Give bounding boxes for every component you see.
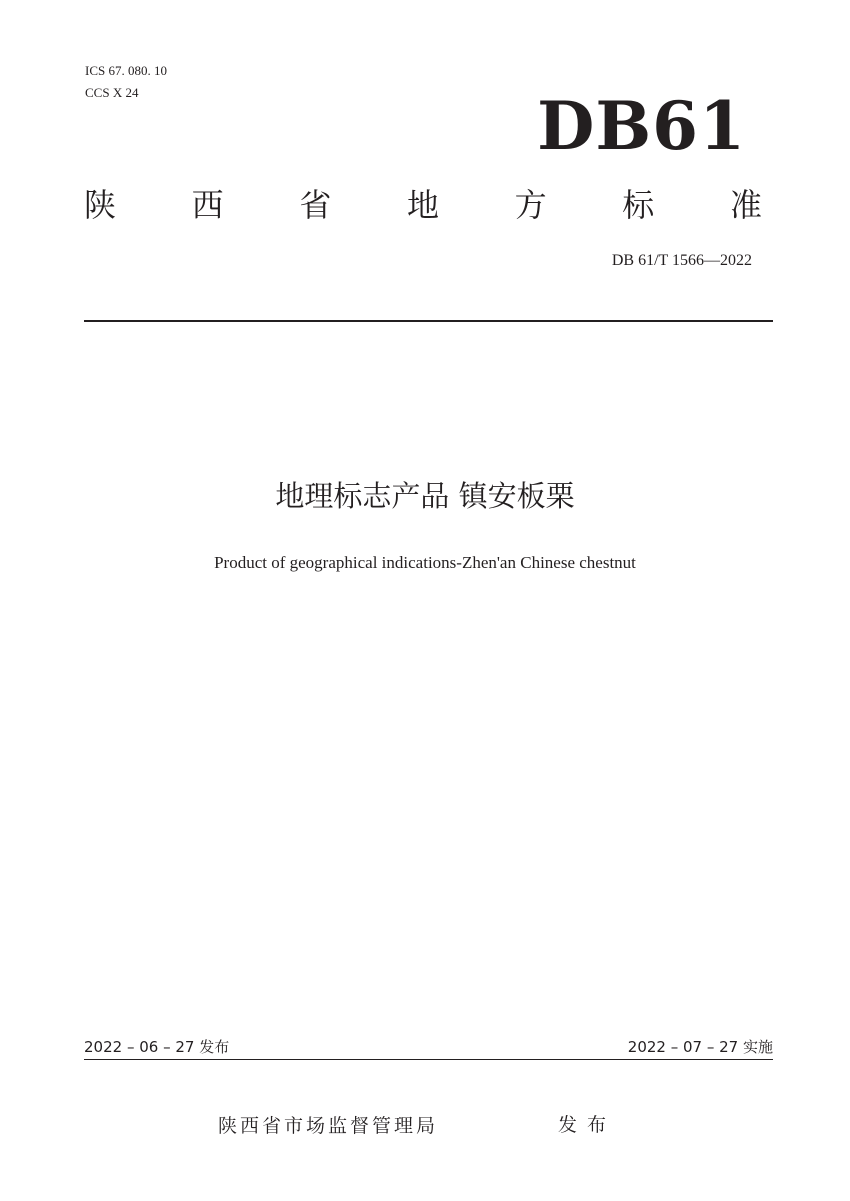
- standard-number: DB 61/T 1566—2022: [611, 252, 752, 269]
- standard-type-char: 地: [406, 186, 439, 224]
- footer-divider: [84, 1059, 773, 1060]
- document-title-chinese: 地理标志产品 镇安板栗: [275, 479, 575, 513]
- implementation-date: 2022 – 07 – 27 实施: [627, 1038, 773, 1056]
- standard-type-char: 标: [622, 186, 655, 224]
- header-divider: [84, 320, 773, 322]
- ccs-code: CCS X 24: [85, 85, 139, 100]
- standard-type-char: 陕: [84, 186, 117, 224]
- issuing-authority: 陕西省市场监督管理局: [218, 1115, 439, 1137]
- standard-type-heading: [84, 184, 762, 226]
- standard-code-logo: DB61: [537, 87, 746, 165]
- standard-type-char: 方: [514, 186, 547, 224]
- document-title-english: Product of geographical indications-Zhen'an Chinese chestnut: [214, 553, 636, 572]
- standard-type-char: 准: [729, 186, 762, 224]
- standard-type-char: 西: [191, 186, 224, 224]
- standard-type-char: 省: [299, 186, 332, 224]
- ics-code: ICS 67. 080. 10: [85, 63, 167, 78]
- issue-date: 2022 – 06 – 27 发布: [84, 1038, 230, 1056]
- issue-label: 发布: [558, 1114, 617, 1136]
